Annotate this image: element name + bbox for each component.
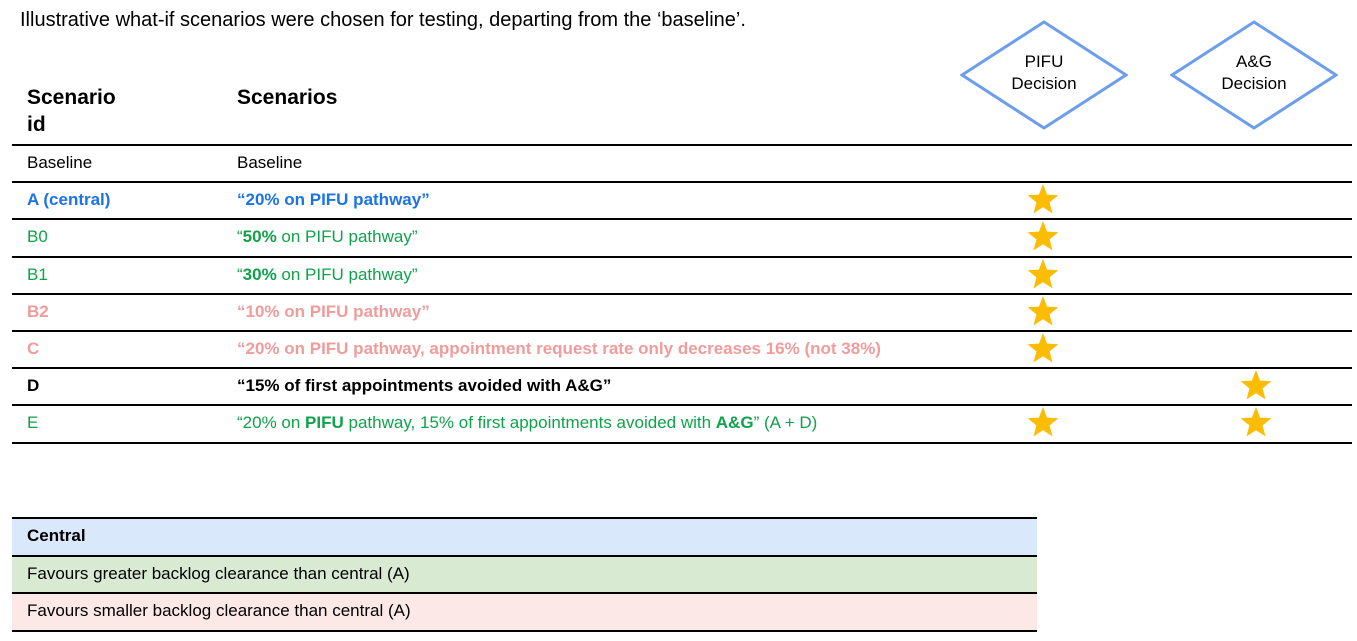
scenario-description-segment: Baseline (237, 153, 303, 172)
scenario-description-segment: 30% (242, 264, 277, 284)
pifu-decision-line1: PIFU (1024, 52, 1064, 71)
legend-divider (12, 555, 1037, 557)
scenario-id-cell: B2 (27, 301, 49, 321)
star-icon (1239, 368, 1273, 402)
legend-row (12, 518, 1037, 556)
scenario-description-segment: on PIFU pathway” (276, 264, 418, 284)
pifu-decision-diamond (960, 20, 1128, 130)
legend-row (12, 593, 1037, 631)
legend-divider (12, 592, 1037, 594)
table-row (12, 405, 1352, 440)
pifu-decision-label (960, 51, 1128, 95)
ag-decision-label (1170, 51, 1338, 95)
scenario-id-cell: Baseline (27, 153, 93, 172)
table-row (12, 219, 1352, 254)
scenario-description-segment: 50% (242, 227, 277, 247)
pifu-decision-line2: Decision (1011, 74, 1077, 93)
scenario-id-cell: C (27, 339, 40, 358)
ag-decision-line1: A&G (1236, 52, 1272, 71)
table-row (12, 182, 1352, 217)
star-icon (1026, 219, 1060, 253)
legend-label: Favours smaller backlog clearance than central (A) (27, 601, 411, 620)
scenario-description-cell (237, 339, 881, 359)
scenario-id-cell: A (central) (27, 190, 111, 210)
scenario-description-cell (237, 190, 430, 210)
star-icon (1239, 405, 1273, 439)
row-divider (12, 442, 1352, 444)
scenario-description-cell (237, 413, 817, 433)
scenario-description-segment: “20% on PIFU pathway” (237, 190, 430, 210)
scenario-id-cell: E (27, 413, 39, 433)
header-scenario-id-line1: Scenario (27, 86, 116, 109)
star-icon (1026, 405, 1060, 439)
intro-text: Illustrative what-if scenarios were chosen for testing, departing from the ‘baseline’. (20, 9, 746, 31)
scenario-description-segment: “15% of first appointments avoided with A&G” (237, 376, 612, 396)
scenario-description-segment: ” (A + D) (753, 413, 818, 433)
scenario-id-cell: B0 (27, 227, 48, 247)
scenario-description-segment: PIFU (305, 413, 344, 433)
header-scenario-id (27, 84, 116, 138)
scenario-description-cell (237, 376, 611, 396)
legend-row (12, 556, 1037, 594)
scenario-description-cell (237, 265, 417, 285)
ag-decision-line2: Decision (1221, 74, 1287, 93)
scenario-description-segment: “20% on PIFU pathway, appointment request rate only decreases 16% (not 38%) (237, 339, 881, 358)
table-row (12, 257, 1352, 292)
table-row (12, 331, 1352, 366)
star-icon (1026, 182, 1060, 216)
star-icon (1026, 257, 1060, 291)
header-scenario-id-line2: id (27, 113, 46, 136)
scenario-description-segment: A&G (715, 413, 754, 433)
scenario-description-segment: pathway, 15% of first appointments avoided with (343, 413, 716, 433)
scenario-description-segment: “ (237, 227, 243, 247)
star-icon (1026, 331, 1060, 365)
scenario-id-cell: B1 (27, 264, 48, 284)
star-icon (1026, 294, 1060, 328)
scenario-description-cell (237, 302, 430, 322)
scenario-description-cell (237, 227, 417, 247)
scenario-description-cell (237, 153, 302, 173)
legend-divider (12, 630, 1037, 632)
legend-divider (12, 517, 1037, 519)
scenario-description-segment: on PIFU pathway” (276, 227, 418, 247)
table-row (12, 145, 1352, 180)
table-row (12, 368, 1352, 403)
scenario-description-segment: “ (237, 264, 243, 284)
scenario-description-segment: “20% on (237, 413, 306, 433)
table-row (12, 294, 1352, 329)
ag-decision-diamond (1170, 20, 1338, 130)
legend-label: Central (27, 526, 86, 545)
header-scenarios: Scenarios (237, 86, 338, 109)
scenario-description-segment: “10% on PIFU pathway” (237, 301, 430, 321)
legend-label: Favours greater backlog clearance than central (A) (27, 563, 410, 583)
scenario-id-cell: D (27, 376, 40, 396)
